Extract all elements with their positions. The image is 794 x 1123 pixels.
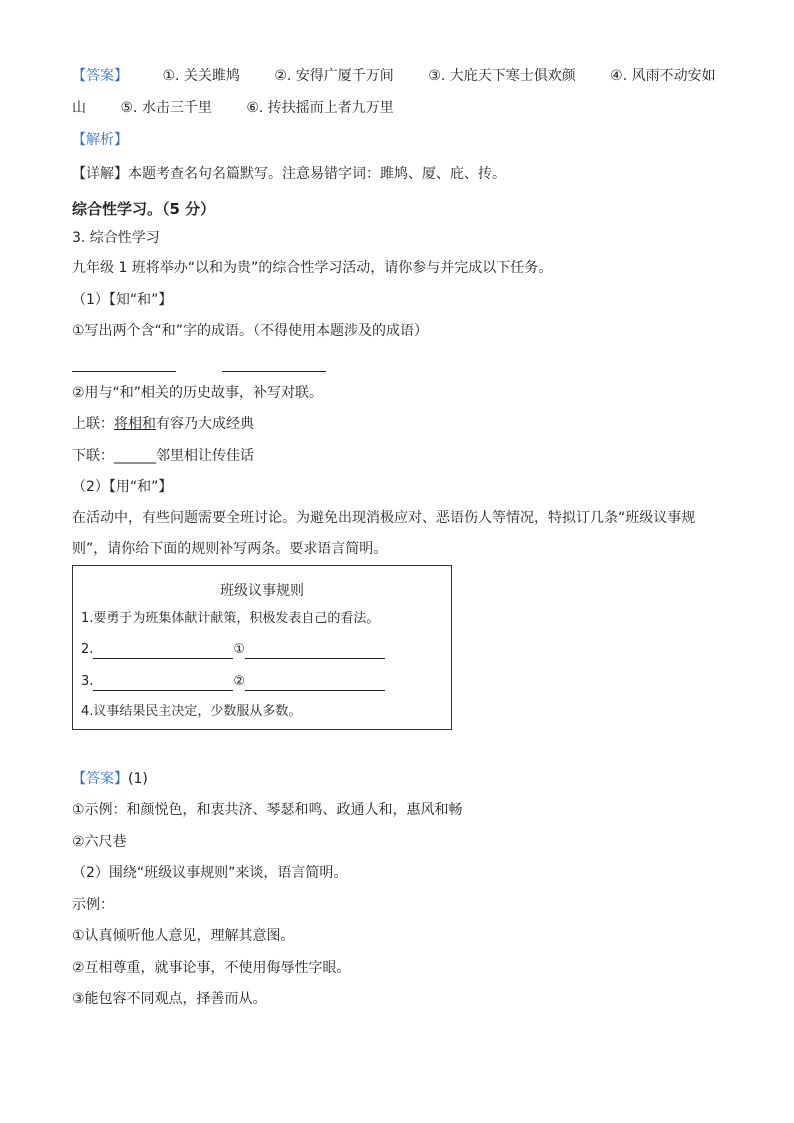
rule-1: 1.要勇于为班集体献计献策，积极发表自己的看法。 xyxy=(81,611,380,626)
rule-4: 4.议事结果民主决定，少数服从多数。 xyxy=(81,704,302,719)
answer-label: 【答案】 xyxy=(72,68,128,84)
answer-item-3: ③. 大庇天下寒士俱欢颜 xyxy=(428,68,576,84)
part2-title: （2）【用“和”】 xyxy=(72,479,173,495)
rules-box xyxy=(72,565,452,730)
question-title: 3. 综合性学习 xyxy=(72,230,160,246)
answer2-line-7: ③能包容不同观点，择善而从。 xyxy=(72,991,267,1007)
lower-blank: ______ xyxy=(114,448,156,464)
rule-3-mark: ② xyxy=(233,674,246,689)
couplet-lower xyxy=(72,446,254,466)
answer-item-4: ④. 风雨不动安如 xyxy=(610,68,716,84)
answer-row-1 xyxy=(72,66,716,86)
rules-title: 班级议事规则 xyxy=(220,583,304,599)
part2-text-1: 在活动中，有些问题需要全班讨论。为避免出现消极应对、恶语伤人等情况，特拟订几条“班级议事规 xyxy=(72,510,696,526)
analysis-label: 【解析】 xyxy=(72,132,128,148)
upper-rest: 有容乃大成经典 xyxy=(156,416,254,432)
part1-question-2: ②用与“和”相关的历史故事，补写对联。 xyxy=(72,385,324,401)
rule-2-number: 2. xyxy=(81,642,94,657)
rule-3-number: 3. xyxy=(81,674,94,689)
part1-title: （1）【知“和”】 xyxy=(72,292,173,308)
upper-underlined: 将相和 xyxy=(114,416,156,432)
rule-2-blank-b xyxy=(245,644,385,659)
answer2-line-1: ①示例：和颜悦色，和衷共济、琴瑟和鸣、政通人和，惠风和畅 xyxy=(72,802,463,818)
answer-item-1: ①. 关关雎鸠 xyxy=(162,68,240,84)
answer2-line-2: ②六尺巷 xyxy=(72,834,127,850)
answer2-label-suffix: (1) xyxy=(128,771,148,787)
part1-question-1: ①写出两个含“和”字的成语。（不得使用本题涉及的成语） xyxy=(72,323,429,339)
answer2-line-4: 示例： xyxy=(72,897,114,913)
answer-blanks xyxy=(72,352,326,372)
answer-row-2 xyxy=(72,98,394,118)
upper-label: 上联： xyxy=(72,416,114,432)
detail-text: 【详解】本题考查名句名篇默写。注意易错字词：雎鸠、厦、庇、抟。 xyxy=(72,166,506,182)
rule-2-mark: ① xyxy=(233,642,246,657)
answer2-line-5: ①认真倾听他人意见，理解其意图。 xyxy=(72,928,295,944)
answer2-heading xyxy=(72,769,148,789)
answer-continuation: 山 xyxy=(72,100,86,116)
rule-2-blank-a xyxy=(93,644,233,659)
question-intro: 九年级 1 班将举办“以和为贵”的综合性学习活动，请你参与并完成以下任务。 xyxy=(72,260,553,276)
idiom-blank-1 xyxy=(72,357,176,372)
answer2-line-3: （2）围绕“班级议事规则”来谈，语言简明。 xyxy=(72,865,348,881)
answer-item-6: ⑥. 抟扶摇而上者九万里 xyxy=(246,100,394,116)
rule-3 xyxy=(81,673,385,691)
couplet-upper xyxy=(72,414,254,434)
rule-3-blank-a xyxy=(93,676,233,691)
answer2-line-6: ②互相尊重，就事论事，不使用侮辱性字眼。 xyxy=(72,960,351,976)
answer-item-5: ⑤. 水击三千里 xyxy=(120,100,212,116)
section-heading: 综合性学习。（5 分） xyxy=(72,200,216,218)
answer2-label: 【答案】 xyxy=(72,771,128,787)
part2-text-2: 则”，请你给下面的规则补写两条。要求语言简明。 xyxy=(72,541,388,557)
answer-item-2: ②. 安得广厦千万间 xyxy=(274,68,394,84)
rule-3-blank-b xyxy=(245,676,385,691)
idiom-blank-2 xyxy=(222,357,326,372)
lower-rest: 邻里相让传佳话 xyxy=(156,448,254,464)
lower-label: 下联： xyxy=(72,448,114,464)
rule-2 xyxy=(81,641,385,659)
